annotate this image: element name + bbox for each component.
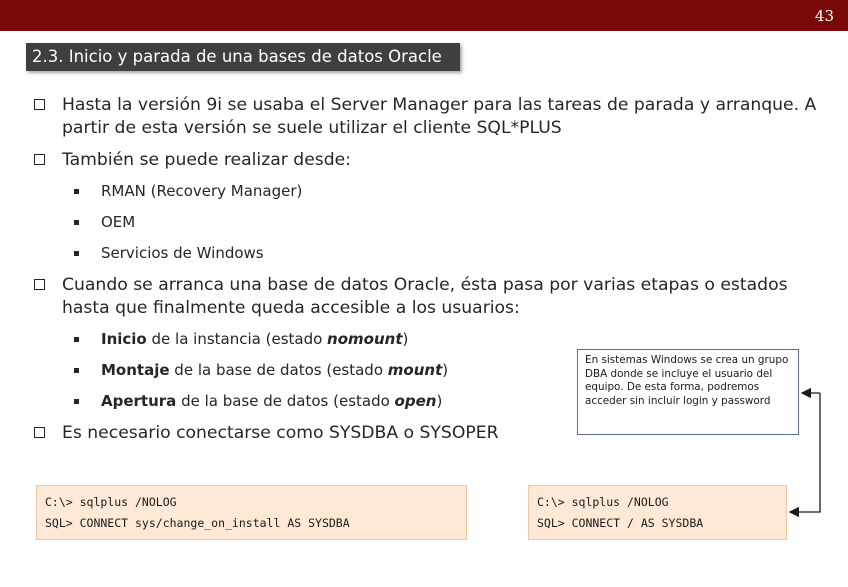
list-item: Apertura de la base de datos (estado open): [34, 391, 824, 411]
bullet-text: También se puede realizar desde:: [62, 150, 352, 170]
windows-note-box: En sistemas Windows se crea un grupo DBA donde se incluye el usuario del equipo. De esta forma, podremos acceder sin incluir login y password: [577, 349, 799, 435]
slide-title: 2.3. Inicio y parada de una bases de datos Oracle: [26, 43, 460, 71]
list-item: Inicio de la instancia (estado nomount): [34, 329, 824, 349]
code-block-os-auth: [528, 485, 787, 540]
code-line: C:\> sqlplus /NOLOG: [537, 495, 669, 509]
bullet-text: Hasta la versión 9i se usaba el Server Manager para las tareas de parada y arranque. A partir de esta versión se suele utilizar el cliente SQL*PLUS: [62, 95, 817, 138]
list-item: RMAN (Recovery Manager): [34, 181, 824, 201]
code-line: SQL> CONNECT sys/change_on_install AS SYSDBA: [45, 516, 350, 530]
list-item: OEM: [34, 212, 824, 232]
page-number: 43: [814, 7, 834, 25]
code-line: SQL> CONNECT / AS SYSDBA: [537, 516, 704, 530]
bullet-text: Cuando se arranca una base de datos Oracle, ésta pasa por varias etapas o estados hasta que finalmente queda accesible a los usuarios:: [62, 275, 788, 318]
list-item: Montaje de la base de datos (estado mount): [34, 360, 824, 380]
bullet-text: Es necesario conectarse como SYSDBA o SYSOPER: [62, 423, 499, 443]
code-block-sys: [36, 485, 467, 540]
list-item: Servicios de Windows: [34, 243, 824, 263]
code-line: C:\> sqlplus /NOLOG: [45, 495, 177, 509]
